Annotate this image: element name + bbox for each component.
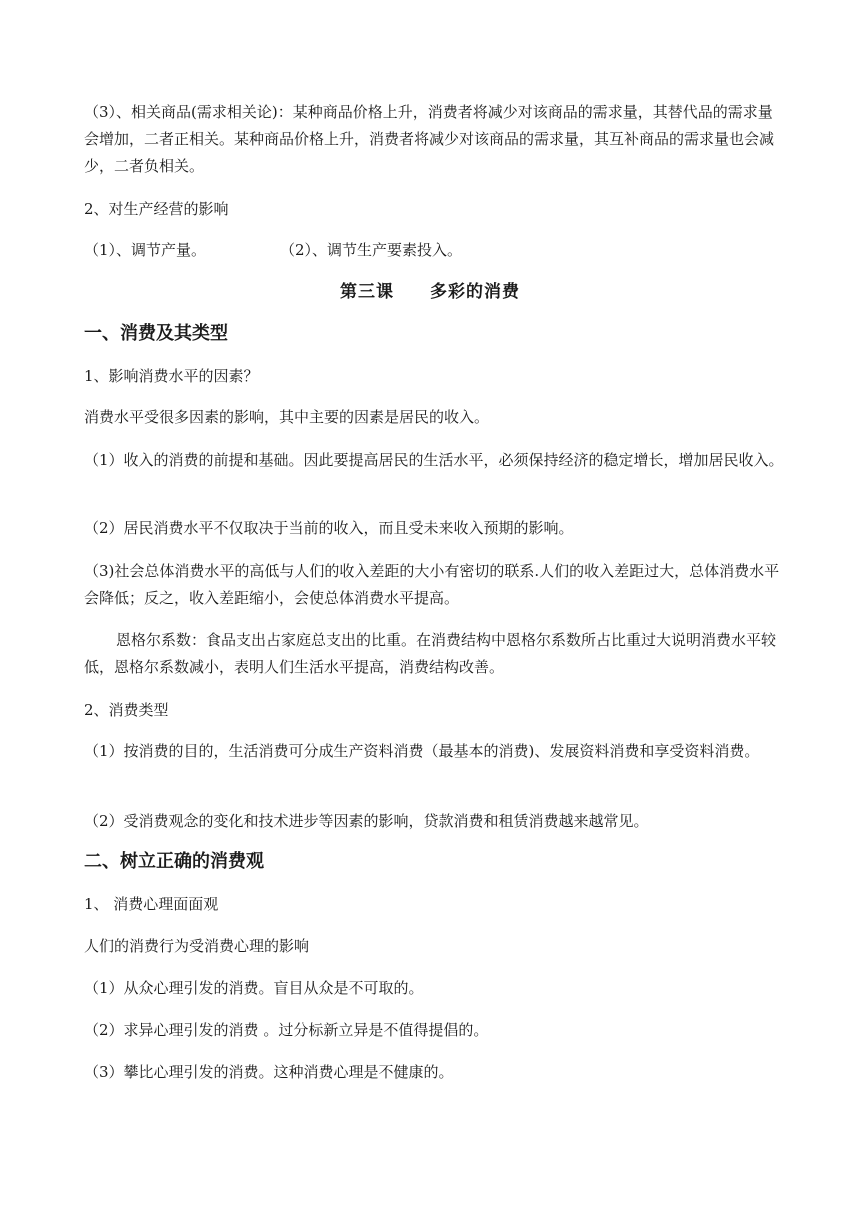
paragraph-income-basis: （1）收入的消费的前提和基础。因此要提高居民的生活水平，必须保持经济的稳定增长，增加居民收入。 [84, 451, 784, 469]
section-heading-consumption-view: 二、树立正确的消费观 [84, 851, 264, 872]
item-adjust-inputs: （2）、调节生产要素投入。 [280, 241, 463, 259]
paragraph-production-items [84, 237, 784, 264]
lesson-title: 第三课 多彩的消费 [340, 282, 520, 302]
item-adjust-output: （1）、调节产量。 [84, 241, 207, 259]
paragraph-production-impact-heading: 2、对生产经营的影响 [84, 200, 229, 218]
paragraph-psychology-influence: 人们的消费行为受消费心理的影响 [84, 937, 310, 955]
paragraph-psychology-heading: 1、 消费心理面面观 [84, 895, 219, 913]
paragraph-income-factor: 消费水平受很多因素的影响，其中主要的因素是居民的收入。 [84, 408, 490, 426]
paragraph-consumption-types-heading: 2、消费类型 [84, 701, 169, 719]
paragraph-comparison-psychology: （3）攀比心理引发的消费。这种消费心理是不健康的。 [84, 1063, 454, 1081]
section-heading-consumption-types: 一、消费及其类型 [84, 323, 228, 344]
paragraph-herd-psychology: （1）从众心理引发的消费。盲目从众是不可取的。 [84, 979, 424, 997]
paragraph-income-gap: （3)社会总体消费水平的高低与人们的收入差距的大小有密切的联系.人们的收入差距过大，总体消费水平会降低；反之，收入差距缩小，会使总体消费水平提高。 [84, 562, 780, 607]
paragraph-future-income: （2）居民消费水平不仅取决于当前的收入，而且受未来收入预期的影响。 [84, 519, 574, 537]
paragraph-consumption-purpose: （1）按消费的目的，生活消费可分成生产资料消费（最基本的消费)、发展资料消费和享受资料消费。 [84, 742, 760, 760]
paragraph-engel-coefficient: 恩格尔系数：食品支出占家庭总支出的比重。在消费结构中恩格尔系数所占比重过大说明消费水平较低，恩格尔系数减小，表明人们生活水平提高，消费结构改善。 [84, 631, 777, 676]
paragraph-factors-heading: 1、影响消费水平的因素？ [84, 367, 259, 385]
paragraph-loan-lease: （2）受消费观念的变化和技术进步等因素的影响，贷款消费和租赁消费越来越常见。 [84, 812, 649, 830]
paragraph-novelty-psychology: （2）求异心理引发的消费 。过分标新立异是不值得提倡的。 [84, 1021, 489, 1039]
paragraph-related-goods: （3）、相关商品(需求相关论)：某种商品价格上升，消费者将减少对该商品的需求量，其替代品的需求量会增加，二者正相关。某种商品价格上升，消费者将减少对该商品的需求量，其互补商品的需求量也会减少，二者负相关。 [84, 103, 775, 175]
